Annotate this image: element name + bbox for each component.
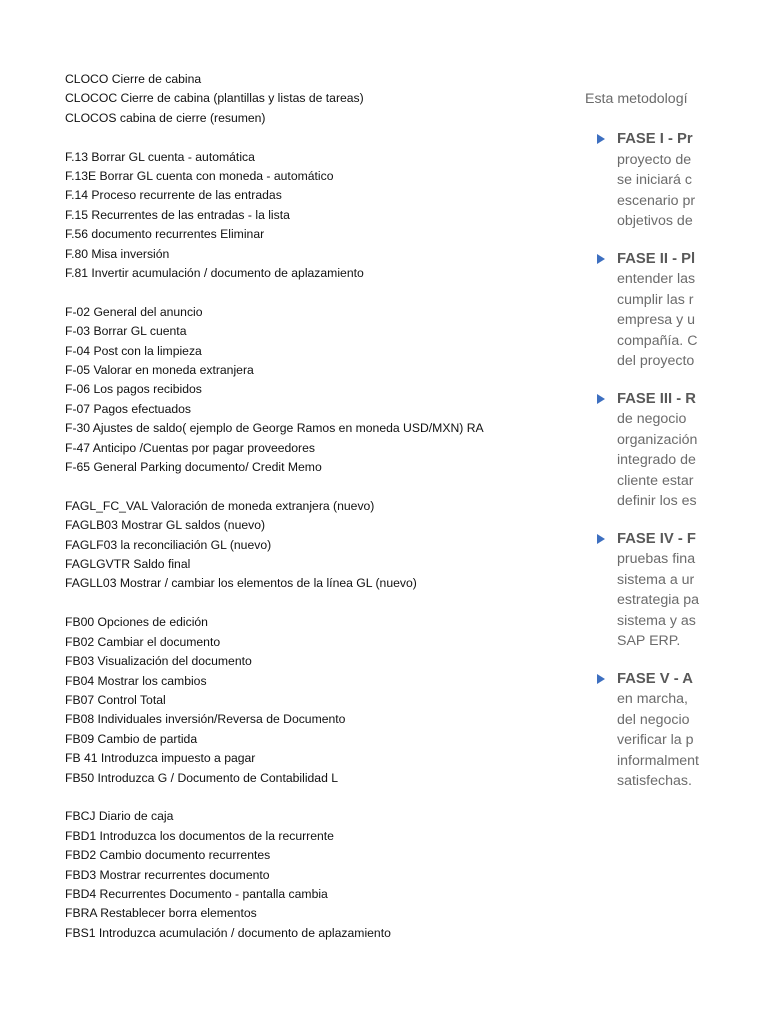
phase-list xyxy=(585,129,768,792)
phase-text-line: objetivos de xyxy=(617,213,693,229)
code-line: FB07 Control Total xyxy=(65,692,166,707)
code-line: FBD1 Introduzca los documentos de la recurrente xyxy=(65,828,334,843)
code-line: F.14 Proceso recurrente de las entradas xyxy=(65,188,282,203)
phase-text-line: informalment xyxy=(617,752,700,769)
phase-text-line: satisfechas. xyxy=(617,773,692,789)
phase-text-line: de negocio xyxy=(617,411,687,427)
phase-text-line: verificar la p xyxy=(617,732,694,748)
methodology-panel xyxy=(585,88,768,808)
code-line: FB09 Cambio de partida xyxy=(65,731,198,746)
code-line: FAGLB03 Mostrar GL saldos (nuevo) xyxy=(65,518,266,533)
phase-text-line: escenario pr xyxy=(617,192,696,209)
code-line: FAGLF03 la reconciliación GL (nuevo) xyxy=(65,537,272,552)
phase-text-line: compañía. C xyxy=(617,332,698,349)
phase-item xyxy=(585,669,768,792)
phase-text-line: se iniciará c xyxy=(617,172,692,188)
code-group xyxy=(65,303,565,478)
phase-title: FASE III - R xyxy=(617,390,696,407)
phase-item xyxy=(585,249,768,372)
phase-text-line: sistema y as xyxy=(617,612,696,629)
code-line: FBD3 Mostrar recurrentes documento xyxy=(65,867,270,882)
code-line: CLOCO Cierre de cabina xyxy=(65,72,202,86)
code-line: F-05 Valorar en moneda extranjera xyxy=(65,363,254,378)
code-line: CLOCOC Cierre de cabina (plantillas y listas de tareas) xyxy=(65,91,364,106)
code-line: F-07 Pagos efectuados xyxy=(65,401,192,416)
code-line: FB50 Introduzca G / Documento de Contabilidad L xyxy=(65,770,339,785)
code-line: FB00 Opciones de edición xyxy=(65,615,208,630)
phase-text-line: definir los es xyxy=(617,493,697,509)
triangle-bullet-icon xyxy=(597,134,605,144)
phase-title: FASE I - Pr xyxy=(617,131,693,147)
code-line: FB02 Cambiar el documento xyxy=(65,634,221,649)
code-group xyxy=(65,148,565,284)
phase-item xyxy=(585,389,768,512)
phase-item xyxy=(585,129,768,232)
triangle-bullet-icon xyxy=(597,534,605,544)
code-line: FBRA Restablecer borra elementos xyxy=(65,906,257,921)
triangle-bullet-icon xyxy=(597,254,605,264)
phase-text-line: SAP ERP. xyxy=(617,633,681,649)
phase-text-line: integrado de xyxy=(617,452,696,468)
code-line: F-04 Post con la limpieza xyxy=(65,343,202,358)
phase-text-line: en marcha, xyxy=(617,691,688,707)
code-line: F-06 Los pagos recibidos xyxy=(65,382,202,397)
triangle-bullet-icon xyxy=(597,674,605,684)
code-line: F-02 General del anuncio xyxy=(65,304,203,319)
code-line: CLOCOS cabina de cierre (resumen) xyxy=(65,110,266,125)
phase-text-line: del negocio xyxy=(617,711,690,728)
code-line: FB08 Individuales inversión/Reversa de Documento xyxy=(65,712,346,727)
phase-text-line: organización xyxy=(617,431,698,448)
methodology-intro: Esta metodologí xyxy=(585,91,688,107)
phase-text-line: empresa y u xyxy=(617,312,696,328)
code-line: FAGLGVTR Saldo final xyxy=(65,557,191,572)
code-line: F.13 Borrar GL cuenta - automática xyxy=(65,149,255,164)
phase-text-line: del proyecto xyxy=(617,353,695,369)
code-line: FBS1 Introduzca acumulación / documento de aplazamiento xyxy=(65,925,391,940)
phase-text-line: entender las xyxy=(617,271,696,287)
phase-text-line: cumplir las r xyxy=(617,291,694,308)
code-line: F-30 Ajustes de saldo( ejemplo de George Ramos en moneda USD/MXN) RA xyxy=(65,421,484,436)
phase-title: FASE II - Pl xyxy=(617,250,696,267)
phase-item xyxy=(585,529,768,652)
code-line: F.13E Borrar GL cuenta con moneda - automático xyxy=(65,169,334,184)
code-group xyxy=(65,613,565,788)
code-line: FAGL_FC_VAL Valoración de moneda extranjera (nuevo) xyxy=(65,498,375,513)
code-line: F-47 Anticipo /Cuentas por pagar proveedores xyxy=(65,440,315,455)
code-line: FBD4 Recurrentes Documento - pantalla cambia xyxy=(65,886,328,901)
code-group xyxy=(65,70,565,128)
transaction-code-list xyxy=(65,70,565,963)
triangle-bullet-icon xyxy=(597,394,605,404)
phase-title: FASE IV - F xyxy=(617,530,696,547)
phase-text-line: sistema a ur xyxy=(617,571,695,588)
code-line: F-65 General Parking documento/ Credit Memo xyxy=(65,460,322,475)
phase-text-line: cliente estar xyxy=(617,472,694,489)
phase-text-line: proyecto de xyxy=(617,151,692,168)
code-group xyxy=(65,807,565,943)
code-line: F.81 Invertir acumulación / documento de aplazamiento xyxy=(65,266,364,281)
code-line: FB 41 Introduzca impuesto a pagar xyxy=(65,751,256,766)
phase-text-line: pruebas fina xyxy=(617,551,696,567)
phase-title: FASE V - A xyxy=(617,670,693,687)
code-group xyxy=(65,497,565,594)
code-line: FAGLL03 Mostrar / cambiar los elementos de la línea GL (nuevo) xyxy=(65,576,417,591)
code-line: F-03 Borrar GL cuenta xyxy=(65,324,187,339)
code-line: FBCJ Diario de caja xyxy=(65,809,174,824)
phase-text-line: estrategia pa xyxy=(617,592,700,608)
code-line: FB04 Mostrar los cambios xyxy=(65,673,207,688)
code-line: F.56 documento recurrentes Eliminar xyxy=(65,227,265,242)
code-line: F.80 Misa inversión xyxy=(65,246,170,261)
code-line: FBD2 Cambio documento recurrentes xyxy=(65,848,271,863)
code-line: FB03 Visualización del documento xyxy=(65,654,252,669)
code-line: F.15 Recurrentes de las entradas - la lista xyxy=(65,207,290,222)
